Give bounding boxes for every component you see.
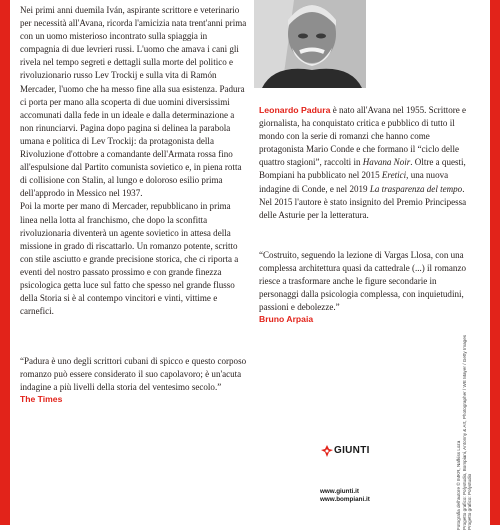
press-quote-text: “Padura è uno degli scrittori cubani di spicco e questo corposo romanzo può essere considerato il suo capolavoro; è un'acuta indagine a più livelli della storia del ventesimo secolo.” xyxy=(20,356,247,393)
press-quote-source: The Times xyxy=(20,394,63,405)
synopsis xyxy=(20,4,248,318)
press-quote-text: “Costruito, seguendo la lezione di Vargas Llosa, con una complessa architettura quasi da cattedrale (...) il romanzo riesce a trasformare anche le figure secondarie in personaggi dalla psicologia complessa, con inquietudini, passioni e debolezze.” xyxy=(259,250,466,313)
giunti-lily-icon xyxy=(320,444,334,458)
press-quote-arpaia xyxy=(259,249,474,325)
right-red-band xyxy=(490,0,500,525)
author-portrait-image xyxy=(254,0,366,88)
bio-text-3: , una nuova indagine di Conde, e nel 2019 xyxy=(259,170,449,194)
publisher-logo xyxy=(320,440,380,462)
bio-title-havana-noir: Havana Noir xyxy=(362,157,411,168)
bio-text-1: è nato all'Avana nel 1955. Scrittore e giornalista, ha conquistato critica e pubblico di tutto il mondo con la serie di romanzi che hanno come protagonista Mario Conde e che formano il “ciclo delle quattro stagioni”, raccolti in xyxy=(259,105,467,168)
synopsis-paragraph-2: Poi la morte per mano di Mercader, repubblicano in prima linea nella lotta al franchismo, che dopo la sconfitta rivoluzionaria diventerà un agente sovietico in attesa della missione in grado di riscattarlo. Un romanzo potente, scritto con stile asciutto e grande precisione storica, che ci riporta a eventi del nostro passato prossimo e con grande finezza psicologica getta luce sul fatto che spesso nel grande flusso della Storia si è al contempo vincitori e vinti, vittime e carnefici. xyxy=(20,201,239,317)
publisher-name: GIUNTI xyxy=(334,445,370,456)
synopsis-paragraph-1: Nei primi anni duemila Iván, aspirante scrittore e veterinario per necessità all'Avana, ricorda l'amicizia nata trent'anni prima con un uomo misterioso incontrato sulla spiaggia in compagnia di due levrieri russi. L'uomo che amava i cani gli rivela nel tempo segreti e dettagli sulla morte del politico e rivoluzionario russo Lev Trockij e sulla vita di Ramón Mercader, l'uomo che ha messo fine alla sua esistenza. Padura ci porta per mano alla scoperta di due uomini diversissimi accomunati dalla fede in un ideale e dalla determinazione a non rinunciarvi. Pagina dopo pagina si delinea la parabola umana e politica di Lev Trockij: da protagonista della Rivoluzione d'ottobre a comandante dell'Armata rossa fino all'espulsione dal Partito comunista sovietico e, in piena rotta di collisione con Stalin, al lungo e doloroso esilio prima dell'approdo in Messico nel 1937. xyxy=(20,5,247,199)
author-photo xyxy=(254,0,366,88)
credit-line: Progetto grafico: Polystudio xyxy=(467,473,473,530)
author-bio xyxy=(259,104,474,222)
bio-text-4: . Nel 2015 l'autore è stato insignito del Premio Principessa delle Asturie per la letteratura. xyxy=(259,183,467,220)
website-link-bompiani[interactable]: www.bompiani.it xyxy=(320,496,370,504)
left-red-band xyxy=(0,0,10,525)
author-name: Leonardo Padura xyxy=(259,105,331,115)
image-credits xyxy=(456,334,473,530)
press-quote-source: Bruno Arpaia xyxy=(259,314,314,325)
bio-title-trasparenza: La trasparenza del tempo xyxy=(369,183,463,194)
credit-line: Fotografia dell'autore © IMKR, Nafkiss Loza xyxy=(456,440,461,530)
bio-title-eretici: Eretici xyxy=(381,170,407,181)
website-link-giunti[interactable]: www.giunti.it xyxy=(320,488,359,495)
press-quote-times xyxy=(20,355,248,405)
publisher-websites xyxy=(320,488,370,505)
credit-line: Progetto grafico: Polystudio, Bompiani, Antonny & Art, Photographer / WE Mayer / Getty Images xyxy=(461,334,467,530)
bio-text-2: . Oltre a questi, Bompiani ha pubblicato nel 2015 xyxy=(259,157,466,181)
